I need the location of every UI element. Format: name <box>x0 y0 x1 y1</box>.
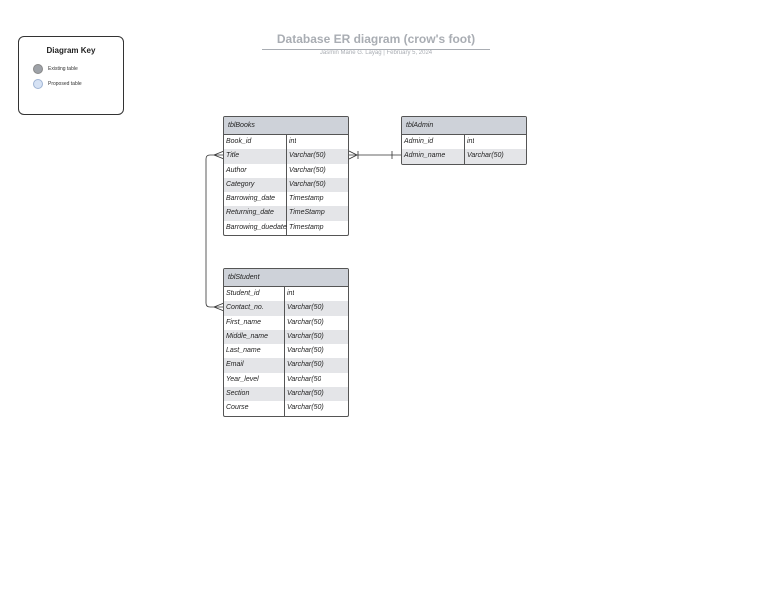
field-name: Student_id <box>224 287 285 301</box>
table-header: tblBooks <box>224 117 348 135</box>
field-name: Middle_name <box>224 330 285 344</box>
field-name: Title <box>224 149 287 163</box>
table-tblstudent[interactable] <box>223 268 349 417</box>
field-type: int <box>287 290 295 297</box>
table-row[interactable] <box>224 178 348 192</box>
table-row[interactable] <box>224 401 348 415</box>
diagram-subtitle: Jasmin Marie G. Layag | February 5, 2024 <box>319 50 433 56</box>
field-name: Section <box>224 387 285 401</box>
field-name: Last_name <box>224 344 285 358</box>
table-row[interactable] <box>402 135 526 149</box>
table-row[interactable] <box>224 387 348 401</box>
field-type: Varchar(50 <box>287 375 322 383</box>
table-row[interactable] <box>224 301 348 315</box>
field-type: Varchar(50) <box>289 152 326 160</box>
table-row[interactable] <box>224 373 348 387</box>
table-row[interactable] <box>224 358 348 372</box>
table-row[interactable] <box>224 330 348 344</box>
field-type: int <box>467 138 475 145</box>
field-type: int <box>289 138 297 145</box>
field-type: Varchar(50) <box>467 152 504 160</box>
books-student-relationship[interactable] <box>206 151 224 311</box>
field-name: Course <box>224 401 285 415</box>
field-type: Timestamp <box>289 195 324 203</box>
table-row[interactable] <box>402 149 526 163</box>
field-type: Varchar(50) <box>287 332 324 340</box>
field-type: Varchar(50) <box>287 361 324 369</box>
table-tbladmin[interactable] <box>401 116 527 165</box>
table-row[interactable] <box>224 135 348 149</box>
field-type: Varchar(50) <box>287 390 324 398</box>
key-item-label: Proposed table <box>48 81 82 87</box>
table-row[interactable] <box>224 344 348 358</box>
table-tblbooks[interactable] <box>223 116 349 236</box>
field-name: Returning_date <box>224 206 287 220</box>
field-type: TimeStamp <box>289 209 325 217</box>
field-name: Book_id <box>224 135 287 149</box>
field-name: Author <box>224 164 287 178</box>
field-type: Varchar(50) <box>287 304 324 312</box>
table-header: tblStudent <box>224 269 348 287</box>
table-row[interactable] <box>224 316 348 330</box>
diagram-key-title: Diagram Key <box>46 46 96 55</box>
table-header: tblAdmin <box>402 117 526 135</box>
field-type: Varchar(50) <box>289 180 326 188</box>
table-row[interactable] <box>224 206 348 220</box>
field-type: Timestamp <box>289 223 324 231</box>
table-row[interactable] <box>224 164 348 178</box>
table-row[interactable] <box>224 192 348 206</box>
field-name: Barrowing_duedate <box>224 221 287 235</box>
field-type: Varchar(50) <box>287 318 324 326</box>
field-name: Admin_id <box>402 135 465 149</box>
table-row[interactable] <box>224 221 348 235</box>
field-name: Category <box>224 178 287 192</box>
field-name: Year_level <box>224 373 285 387</box>
diagram-title: Database ER diagram (crow's foot) <box>262 32 490 50</box>
field-type: Varchar(50) <box>289 166 326 174</box>
field-name: Contact_no. <box>224 301 285 315</box>
field-type: Varchar(50) <box>287 404 324 412</box>
field-name: Admin_name <box>402 149 465 163</box>
field-name: Barrowing_date <box>224 192 287 206</box>
key-item-label: Existing table <box>48 66 78 72</box>
field-name: Email <box>224 358 285 372</box>
table-row[interactable] <box>224 287 348 301</box>
field-type: Varchar(50) <box>287 347 324 355</box>
field-name: First_name <box>224 316 285 330</box>
books-admin-relationship[interactable] <box>349 151 402 159</box>
table-row[interactable] <box>224 149 348 163</box>
